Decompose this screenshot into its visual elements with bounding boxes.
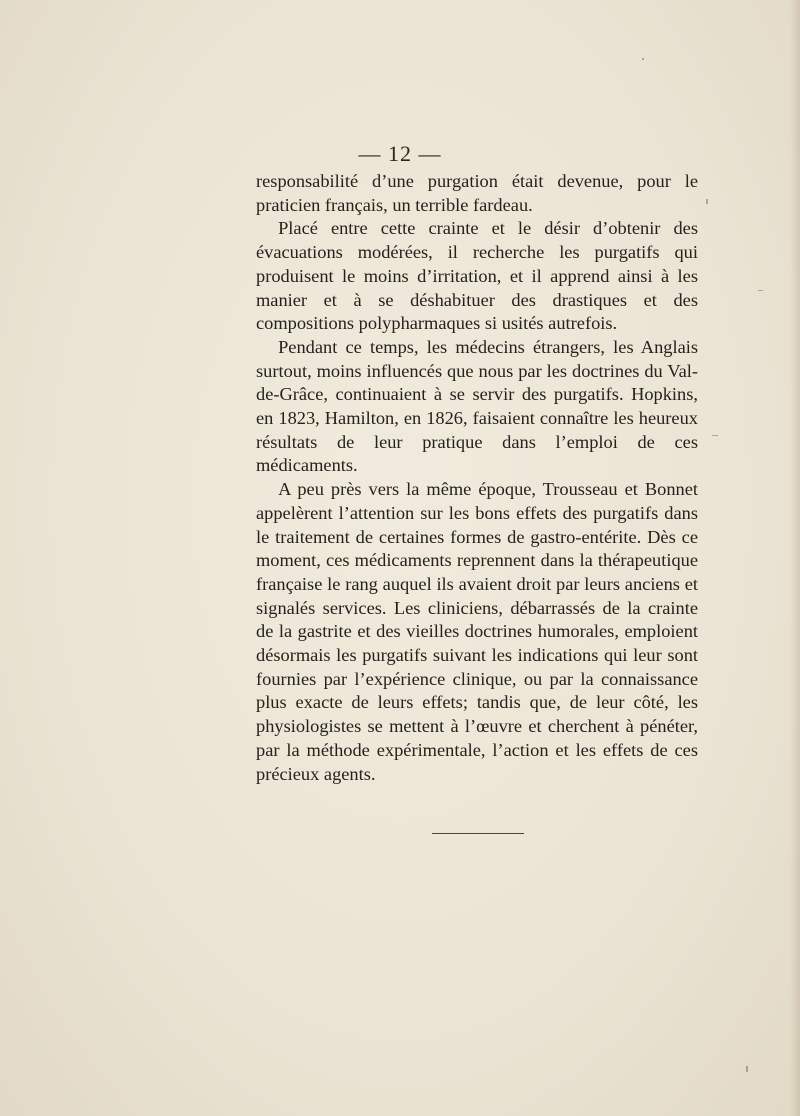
paper-speck xyxy=(746,1066,748,1072)
paper-speck xyxy=(712,435,718,436)
paper-speck xyxy=(758,290,763,291)
paper-speck xyxy=(642,58,644,60)
paragraph-3: Pendant ce temps, les médecins étrangers, les Anglais surtout, moins influencés que nous par les doctrines du Val-de-Grâce, continuaient à se servir des purgatifs. Hopkins, en 1823, Hamilton, en 1826, faisaient connaître les heureux résultats de leur pratique dans l’emploi de ces médicaments. xyxy=(256,336,698,476)
body-text xyxy=(256,170,698,786)
paragraph-4: A peu près vers la même époque, Trousseau et Bonnet appelèrent l’attention sur les bons effets des purgatifs dans le traitement de certaines formes de gastro-entérite. Dès ce moment, ces médicaments reprennent dans la thérapeutique française le rang auquel ils avaient droit par leurs anciens et signalés services. Les cliniciens, débarrassés de la crainte de la gastrite et des vieilles doctrines humorales, emploient désormais les purgatifs suivant les indications qui leur sont fournies par l’expérience clinique, ou par la connaissance plus exacte de leurs effets; tandis que, de leur côté, les physiologistes se mettent à l’œuvre et cherchent à pénéter, par la méthode expérimentale, l’action et les effets de ces précieux agents. xyxy=(256,479,698,784)
paper-speck xyxy=(706,199,708,204)
paragraph-2: Placé entre cette crainte et le désir d’obtenir des évacuations modérées, il recherche les purgatifs qui produisent le moins d’irritation, et il apprend ainsi à les manier et à se déshabituer des drastiques et des compositions polypharmaques si usités autrefois. xyxy=(256,218,698,334)
page-edge-shadow xyxy=(790,0,800,1116)
paragraph-1: responsabilité d’une purgation était devenue, pour le praticien français, un terrible fardeau. xyxy=(256,171,698,215)
closing-rule xyxy=(432,833,524,834)
page-number: — 12 — xyxy=(358,141,442,166)
